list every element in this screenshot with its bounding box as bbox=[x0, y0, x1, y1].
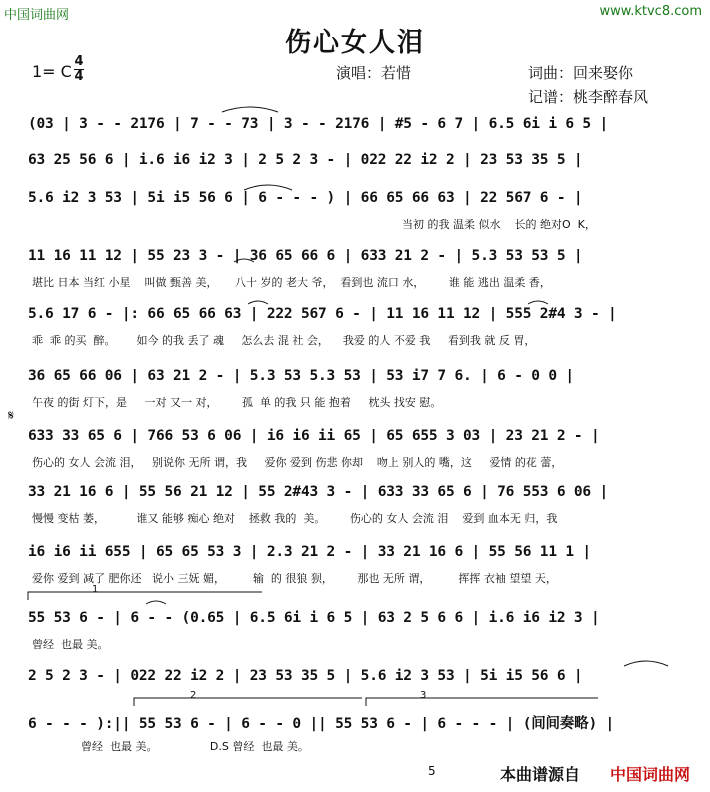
slur-mark bbox=[222, 107, 278, 112]
singer-credit: 演唱：若惜 bbox=[336, 64, 412, 82]
slur-mark bbox=[624, 661, 668, 666]
transcriber-credit: 记谱：桃李醉春风 bbox=[528, 88, 649, 106]
notation-row-6: 36 65 66 06 | 63 21 2 - | 5.3 53 5.3 53 | 53 i7 7 6. | 6 - 0 0 | bbox=[28, 368, 574, 384]
lyric-row-4: 堪比 日本 当红 小星 叫做 甄善 美， 八十 岁的 老大 爷， 看到也 流口 水， 谁 能 逃出 温柔 香， bbox=[32, 276, 551, 289]
lyric-row-10: 曾经 也最 美。 bbox=[32, 638, 109, 651]
source-site[interactable]: 中国词曲网 bbox=[610, 765, 691, 784]
watermark-right: www.ktvc8.com bbox=[599, 4, 702, 19]
lyric-row-5: 乖 乖 的买 醉。 如今 的我 丢了 魂 怎么去 混 社 会， 我爱 的人 不爱 我 看到我 就 反 胃， bbox=[32, 334, 536, 347]
time-signature bbox=[74, 56, 84, 83]
volta-1-label: 1 bbox=[92, 584, 99, 595]
notation-row-4: 11 16 11 12 | 55 23 3 - | 36 65 66 6 | 633 21 2 - | 5.3 53 53 5 | bbox=[28, 248, 583, 264]
notation-row-12: 6 - - - ):|| 55 53 6 - | 6 - - 0 || 55 53 6 - | 6 - - - | (间间奏略) | bbox=[28, 716, 615, 732]
lyric-row-7: 伤心的 女人 会流 泪， 别说你 无所 谓，我 爱你 爱到 伤悲 你却 吻上 别人的 嘴，这 爱情 的花 蕾， bbox=[32, 456, 563, 469]
lyric-row-12: 曾经 也最 美。 D.S 曾经 也最 美。 bbox=[32, 740, 309, 753]
lyric-row-3: 当初 的我 温柔 似水 长的 绝对O K， bbox=[402, 218, 596, 231]
notation-row-2: 63 25 56 6 | i.6 i6 i2 3 | 2 5 2 3 - | 022 22 i2 2 | 23 53 35 5 | bbox=[28, 152, 583, 168]
notation-row-11: 2 5 2 3 - | 022 22 i2 2 | 23 53 35 5 | 5.6 i2 3 53 | 5i i5 56 6 | bbox=[28, 668, 583, 684]
segno-sign: 𝄋 bbox=[8, 408, 15, 424]
watermark-left: 中国词曲网 bbox=[4, 8, 70, 23]
lyric-row-8: 慢慢 变枯 萎， 谁又 能够 痴心 绝对 拯救 我的 美。 伤心的 女人 会流 泪 爱到 血本无 归，我 bbox=[32, 512, 558, 525]
composer-credit: 词曲：回来娶你 bbox=[528, 64, 634, 82]
notation-row-10: 55 53 6 - | 6 - - (0.65 | 6.5 6i i 6 5 | 63 2 5 6 6 | i.6 i6 i2 3 | bbox=[28, 610, 600, 626]
lyric-row-6: 午夜 的街 灯下，是 一对 又一 对， 孤 单 的我 只 能 抱着 枕头 找安 慰。 bbox=[32, 396, 442, 409]
notation-row-5: 5.6 17 6 - |: 66 65 66 63 | 222 567 6 - | 11 16 11 12 | 555 2#4 3 - | bbox=[28, 306, 617, 322]
page-number: 5 bbox=[428, 764, 436, 778]
time-signature-bottom: 4 bbox=[74, 69, 84, 84]
source-label: 本曲谱源自 bbox=[500, 765, 581, 784]
time-signature-top: 4 bbox=[74, 54, 84, 69]
volta-3-label: 3 bbox=[420, 690, 427, 701]
volta-2-label: 2 bbox=[190, 690, 197, 701]
notation-row-3: 5.6 i2 3 53 | 5i i5 56 6 | 6 - - - ) | 66 65 66 63 | 22 567 6 - | bbox=[28, 190, 583, 206]
slur-mark bbox=[528, 301, 548, 304]
notation-row-8: 33 21 16 6 | 55 56 21 12 | 55 2#43 3 - | 633 33 65 6 | 76 553 6 06 | bbox=[28, 484, 609, 500]
slur-mark bbox=[248, 301, 268, 304]
notation-row-1: (03 | 3 - - 2176 | 7 - - 73 | 3 - - 2176 | #5 - 6 7 | 6.5 6i i 6 5 | bbox=[28, 116, 609, 132]
notation-row-7: 633 33 65 6 | 766 53 6 06 | i6 i6 ii 65 | 65 655 3 03 | 23 21 2 - | bbox=[28, 428, 600, 444]
slur-mark bbox=[146, 601, 166, 604]
volta-2-bracket bbox=[134, 698, 362, 706]
volta-3-bracket bbox=[366, 698, 598, 706]
key-signature: 1= C bbox=[32, 62, 72, 81]
song-title: 伤心女人泪 bbox=[284, 28, 425, 58]
lyric-row-9: 爱你 爱到 减了 肥你还 说小 三妩 媚， 输 的 很狼 狈， 那也 无所 谓， 挥挥 衣袖 望望 天， bbox=[32, 572, 557, 585]
notation-row-9: i6 i6 ii 655 | 65 65 53 3 | 2.3 21 2 - | 33 21 16 6 | 55 56 11 1 | bbox=[28, 544, 591, 560]
volta-1-bracket bbox=[28, 592, 262, 600]
